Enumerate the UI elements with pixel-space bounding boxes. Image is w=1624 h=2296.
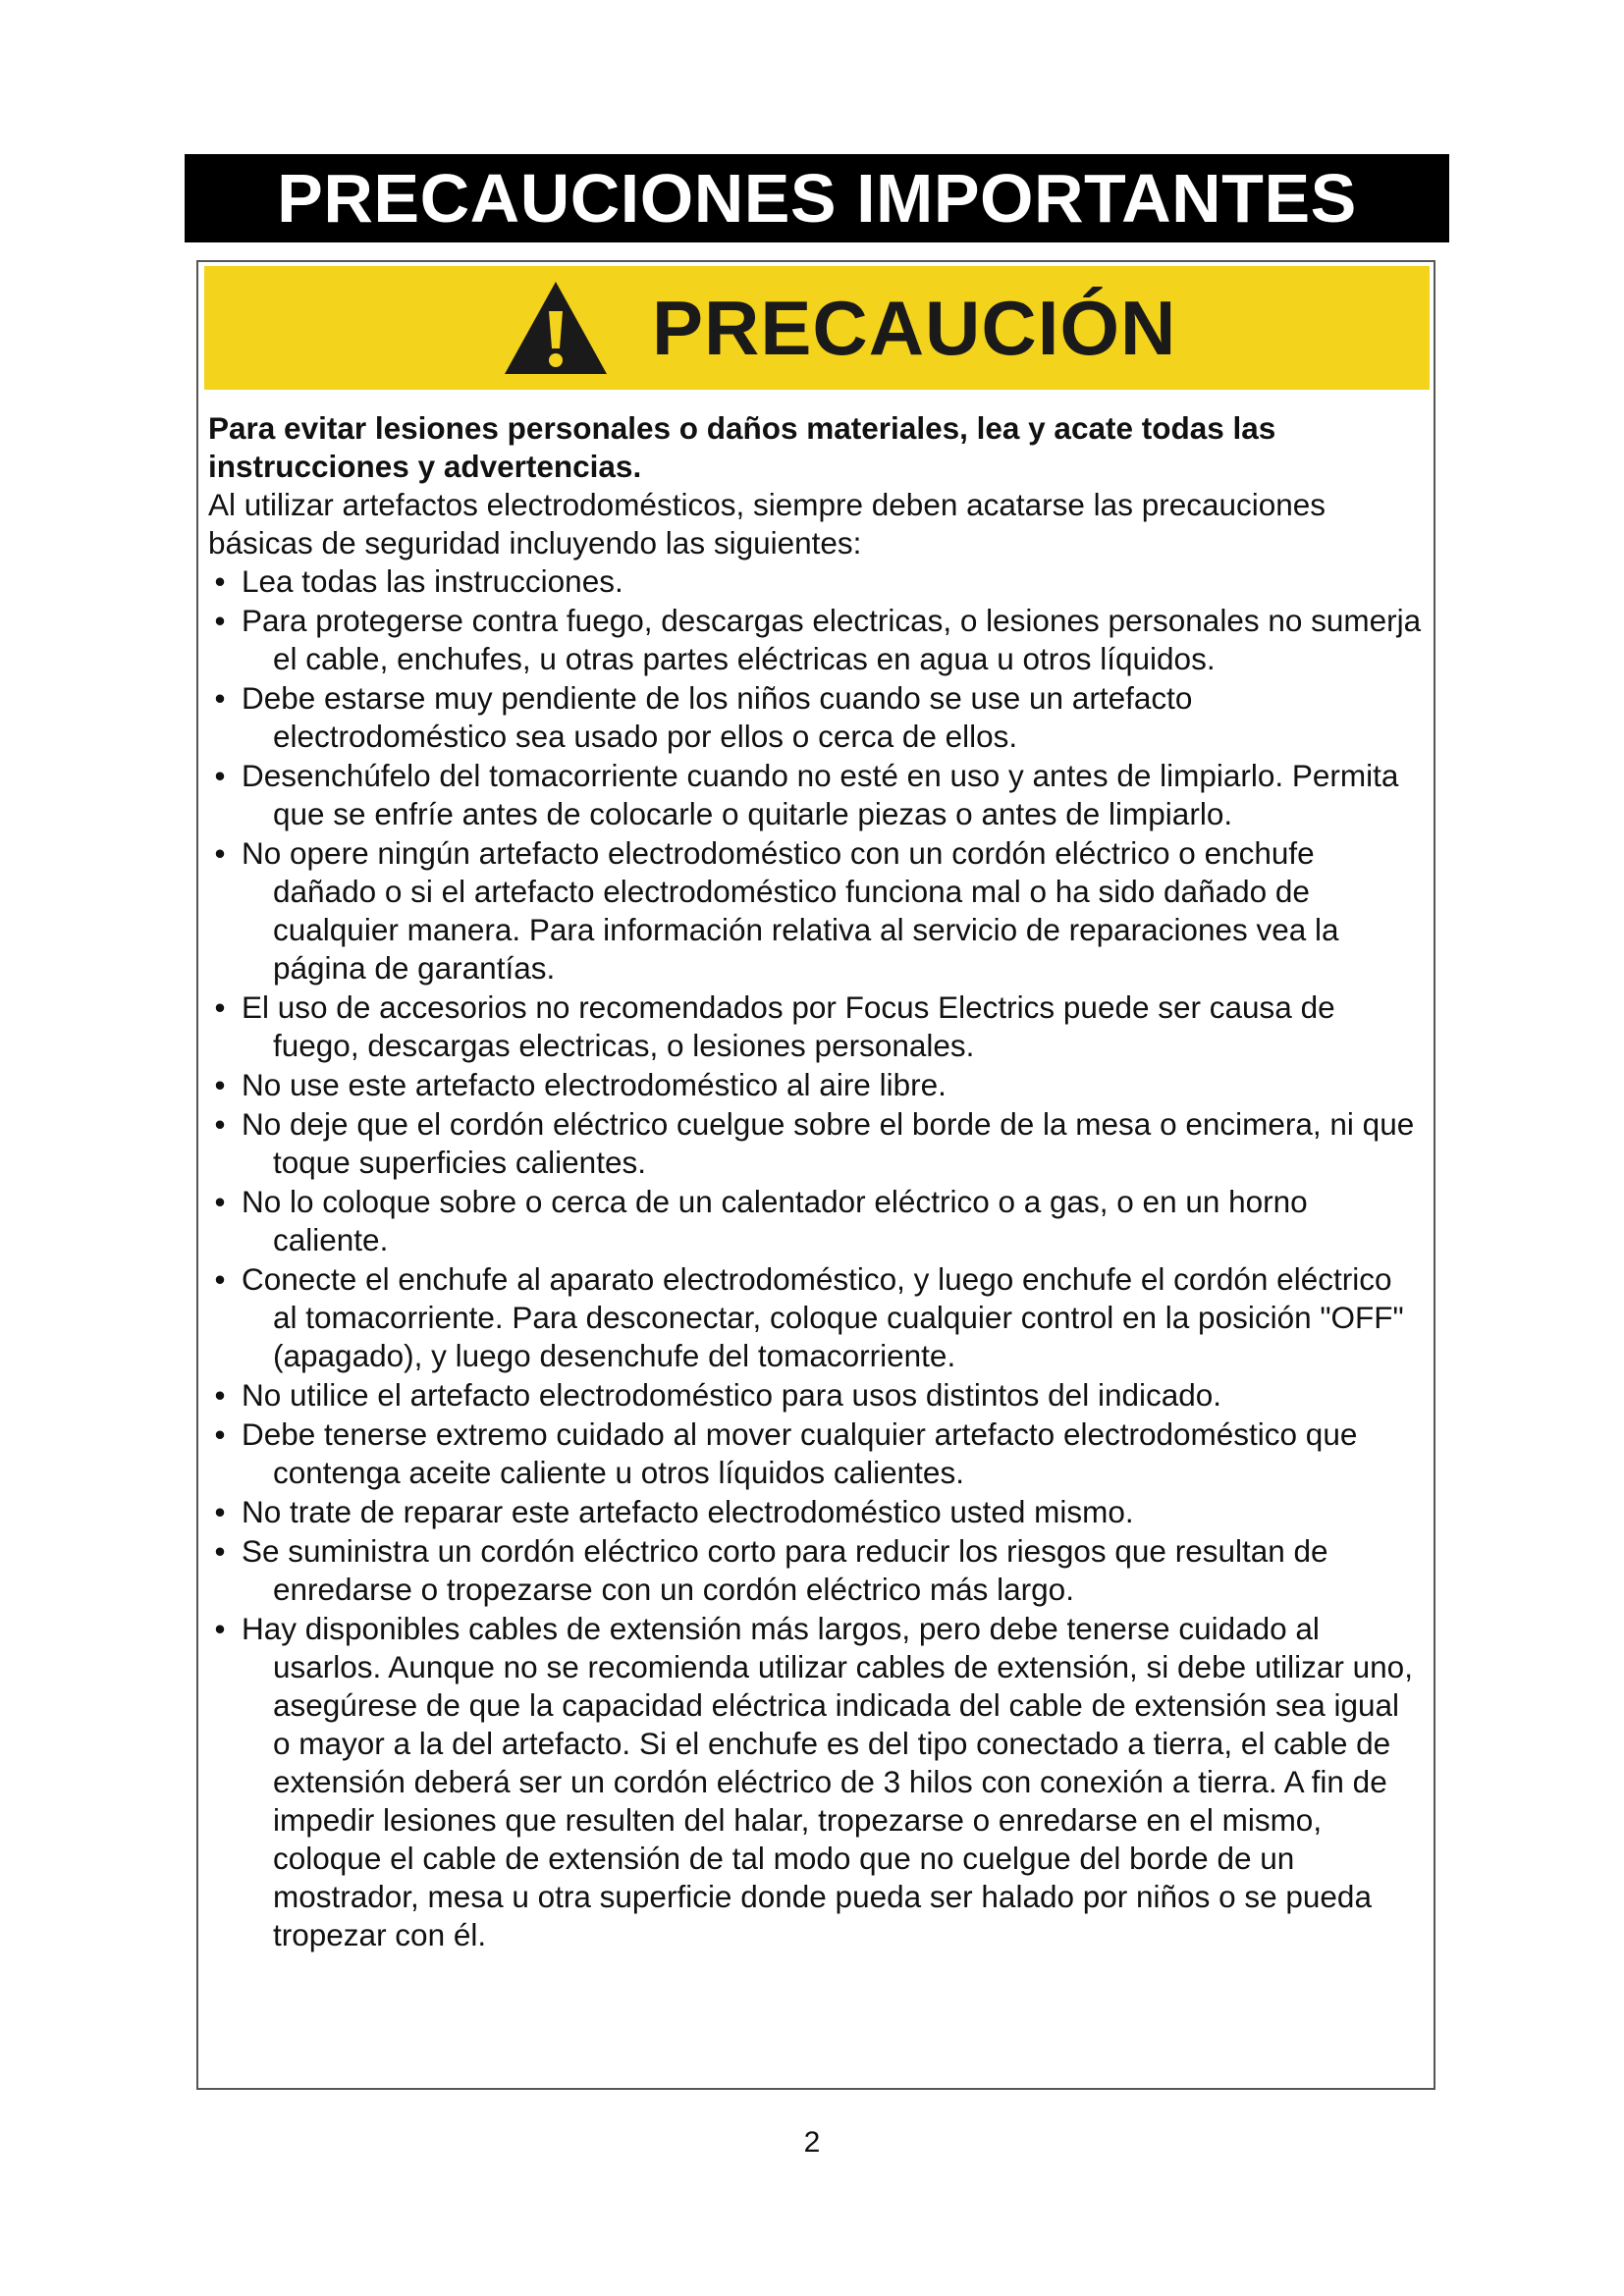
list-item-text: No utilice el artefacto electrodoméstico para usos distintos del indicado. [242, 1377, 1222, 1413]
list-item [208, 679, 1422, 756]
precautions-box [196, 260, 1435, 2090]
bullet-icon: • [214, 1533, 226, 1569]
list-item-text: Hay disponibles cables de extensión más largos, pero debe tenerse cuidado al usarlos. Aunque no se recomienda utilizar cables de extensión, si debe utilizar uno, asegúrese de que la capacidad eléctrica indicada del cable de extensión sea igual o mayor a la del artefacto. Si el enchufe es del tipo conectado a tierra, el cable de extensión deberá ser un cordón eléctrico de 3 hilos con conexión a tierra. A fin de impedir lesiones que resulten del halar, tropezarse o enredarse en el mismo, coloque el cable de extensión de tal modo que no cuelgue del borde de un mostrador, mesa u otra superficie donde pueda ser halado por niños o se pueda tropezar con él. [242, 1611, 1413, 1952]
bullet-icon: • [214, 1261, 226, 1297]
list-item [208, 988, 1422, 1065]
list-item [208, 1105, 1422, 1182]
list-item [208, 1493, 1422, 1531]
bullet-icon: • [214, 1377, 226, 1413]
warning-word: PRECAUCIÓN [652, 285, 1177, 371]
bullet-icon: • [214, 1106, 226, 1142]
list-item [208, 1260, 1422, 1375]
list-item-text: Se suministra un cordón eléctrico corto para reducir los riesgos que resultan de enredarse o tropezarse con un cordón eléctrico más largo. [242, 1533, 1328, 1607]
list-item [208, 562, 1422, 601]
bullet-icon: • [214, 1067, 226, 1102]
list-item-text: Lea todas las instrucciones. [242, 563, 623, 599]
list-item-text: Conecte el enchufe al aparato electrodoméstico, y luego enchufe el cordón eléctrico al tomacorriente. Para desconectar, coloque cualquier control en la posición "OFF" (apagado), y luego desenchufe del tomacorriente. [242, 1261, 1404, 1373]
list-item-text: No deje que el cordón eléctrico cuelgue sobre el borde de la mesa o encimera, ni que toque superficies calientes. [242, 1106, 1415, 1180]
list-item [208, 602, 1422, 678]
list-item [208, 1610, 1422, 1954]
title-bar [185, 154, 1449, 242]
bullet-icon: • [214, 1184, 226, 1219]
list-item-text: Desenchúfelo del tomacorriente cuando no esté en uso y antes de limpiarlo. Permita que se enfríe antes de colocarle o quitarle piezas o antes de limpiarlo. [242, 758, 1399, 831]
list-item [208, 1415, 1422, 1492]
precautions-text [208, 409, 1422, 1955]
list-item-text: El uso de accesorios no recomendados por Focus Electrics puede ser causa de fuego, descargas electricas, o lesiones personales. [242, 989, 1335, 1063]
lead-paragraph: Para evitar lesiones personales o daños materiales, lea y acate todas las instrucciones y advertencias. [208, 410, 1276, 484]
list-item [208, 834, 1422, 988]
bullet-icon: • [214, 835, 226, 871]
list-item-text: Para protegerse contra fuego, descargas electricas, o lesiones personales no sumerja el cable, enchufes, u otras partes eléctricas en agua u otros líquidos. [242, 603, 1422, 676]
page-title: PRECAUCIONES IMPORTANTES [277, 160, 1357, 237]
list-item [208, 1532, 1422, 1609]
intro-paragraph: Al utilizar artefactos electrodomésticos, siempre deben acatarse las precauciones básicas de seguridad incluyendo las siguientes: [208, 487, 1326, 561]
page-number: 2 [803, 2126, 821, 2159]
list-item-text: Debe estarse muy pendiente de los niños cuando se use un artefacto electrodoméstico sea usado por ellos o cerca de ellos. [242, 680, 1193, 754]
list-item [208, 1066, 1422, 1104]
bullet-icon: • [214, 758, 226, 793]
precautions-list [208, 562, 1422, 1954]
bullet-icon: • [214, 989, 226, 1025]
bullet-icon: • [214, 1494, 226, 1529]
warning-triangle-icon [501, 278, 611, 378]
list-item [208, 757, 1422, 833]
list-item [208, 1376, 1422, 1415]
list-item-text: Debe tenerse extremo cuidado al mover cualquier artefacto electrodoméstico que contenga aceite caliente u otros líquidos calientes. [242, 1416, 1358, 1490]
list-item-text: No use este artefacto electrodoméstico al aire libre. [242, 1067, 947, 1102]
bullet-icon: • [214, 1416, 226, 1452]
list-item-text: No opere ningún artefacto electrodoméstico con un cordón eléctrico o enchufe dañado o si el artefacto electrodoméstico funciona mal o ha sido dañado de cualquier manera. Para información relativa al servicio de reparaciones vea la página de garantías. [242, 835, 1339, 986]
bullet-icon: • [214, 563, 226, 599]
list-item-text: No lo coloque sobre o cerca de un calentador eléctrico o a gas, o en un horno caliente. [242, 1184, 1308, 1257]
bullet-icon: • [214, 603, 226, 638]
list-item-text: No trate de reparar este artefacto electrodoméstico usted mismo. [242, 1494, 1134, 1529]
list-item [208, 1183, 1422, 1259]
warning-banner [204, 266, 1430, 390]
bullet-icon: • [214, 680, 226, 716]
bullet-icon: • [214, 1611, 226, 1646]
